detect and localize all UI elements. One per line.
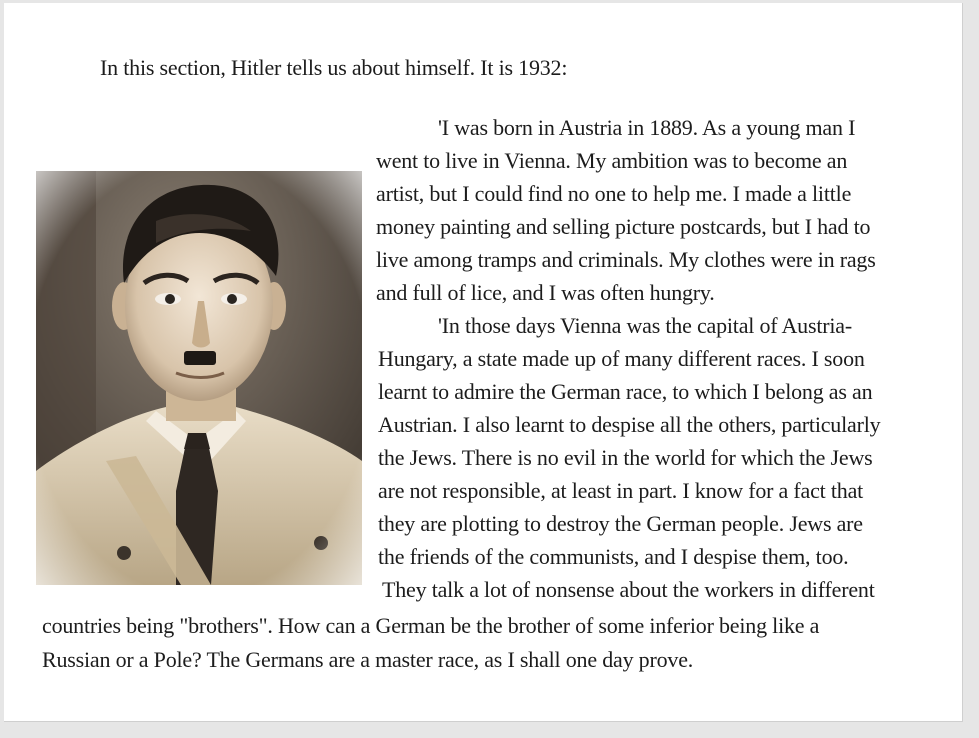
quote-line-7: 'In those days Vienna was the capital of Austria- [438,313,852,338]
quote-line-9: learnt to admire the German race, to which I belong as an [378,379,873,404]
quote-line-1: 'I was born in Austria in 1889. As a young man I [438,115,856,140]
quote-line-11: the Jews. There is no evil in the world for which the Jews [378,445,873,470]
quote-line-13: they are plotting to destroy the German people. Jews are [378,511,863,536]
document-page [4,3,963,722]
quote-line-2: went to live in Vienna. My ambition was to become an [376,148,848,173]
quote-line-4: money painting and selling picture postcards, but I had to [376,214,871,239]
quote-line-3: artist, but I could find no one to help me. I made a little [376,181,852,206]
quote-line-16: countries being "brothers". How can a German be the brother of some inferior being like a [42,613,820,638]
portrait-photo [36,171,362,585]
quote-line-8: Hungary, a state made up of many different races. I soon [378,346,865,371]
quote-line-6: and full of lice, and I was often hungry. [376,280,715,305]
intro-text: In this section, Hitler tells us about himself. It is 1932: [100,55,568,80]
quote-line-10: Austrian. I also learnt to despise all the others, particularly [378,412,881,437]
portrait-image [36,171,362,585]
quote-line-12: are not responsible, at least in part. I know for a fact that [378,478,864,503]
quote-line-17: Russian or a Pole? The Germans are a master race, as I shall one day prove. [42,647,694,672]
quote-line-5: live among tramps and criminals. My clothes were in rags [376,247,876,272]
quote-line-15: They talk a lot of nonsense about the workers in different [382,577,875,602]
quote-line-14: the friends of the communists, and I despise them, too. [378,544,849,569]
